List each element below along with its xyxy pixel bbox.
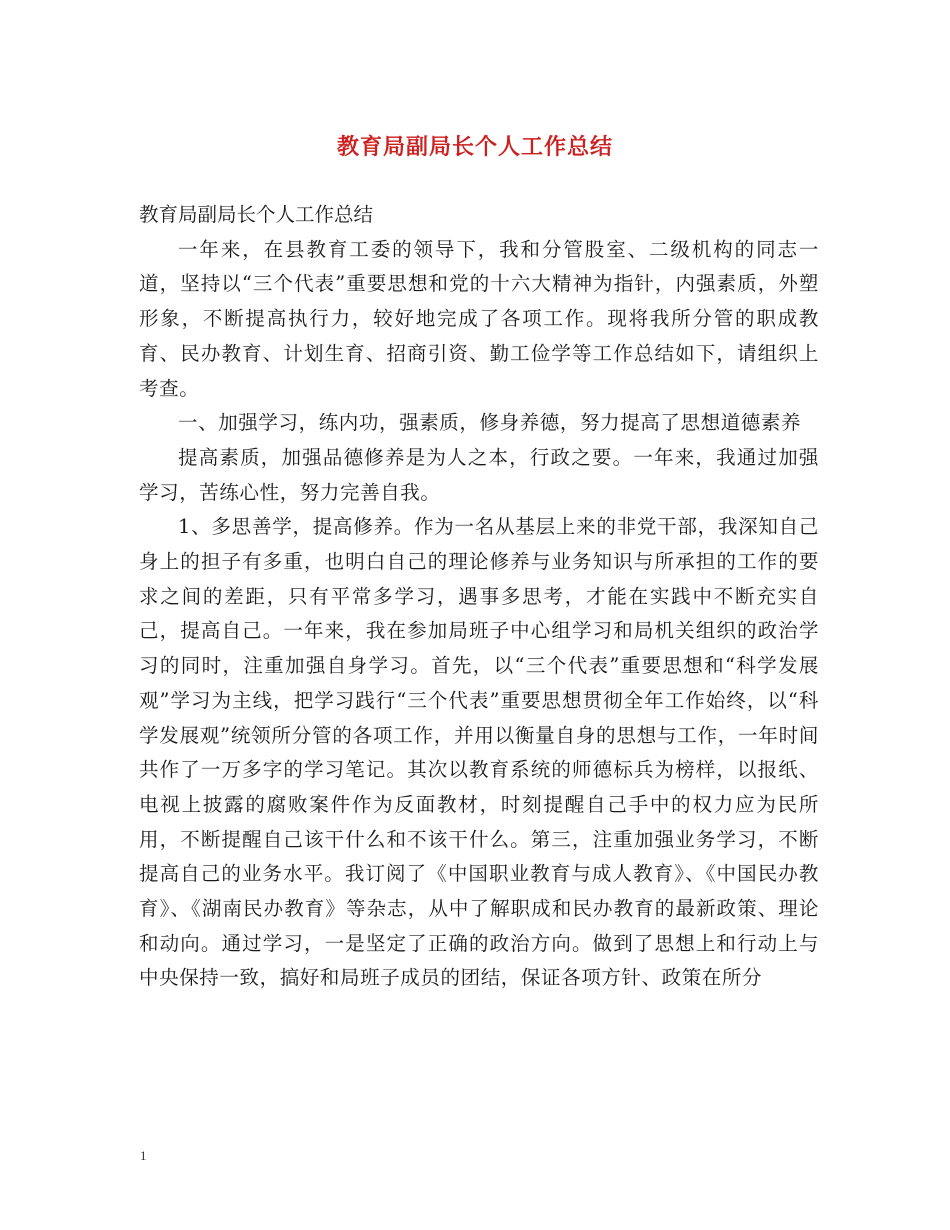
paragraph-intro: 一年来，在县教育工委的领导下，我和分管股室、二级机构的同志一道，坚持以“三个代表”重要思想和党的十六大精神为指针，内强素质，外塑形象，不断提高执行力，较好地完成了各项工作。现将我所分管的职成教育、民办教育、计划生育、招商引资、勤工俭学等工作总结如下，请组织上考查。 xyxy=(139,237,819,400)
page-title: 教育局副局长个人工作总结 xyxy=(336,134,613,160)
paragraph-section-1-intro: 提高素质，加强品德修养是为人之本，行政之要。一年来，我通过加强学习，苦练心性，努力完善自我。 xyxy=(139,445,819,504)
section-heading-1: 一、加强学习，练内功，强素质，修身养德，努力提高了思想道德素养 xyxy=(178,411,802,435)
page-number: 1 xyxy=(140,1148,147,1163)
paragraph-item-1: 1、多思善学，提高修养。作为一名从基层上来的非党干部，我深知自己身上的担子有多重，也明白自己的理论修养与业务知识与所承担的工作的要求之间的差距，只有平常多学习，遇事多思考，才能在实践中不断充实自己，提高自己。一年来，我在参加局班子中心组学习和局机关组织的政治学习的同时，注重加强自身学习。首先，以“三个代表”重要思想和“科学发展观”学习为主线，把学习践行“三个代表”重要思想贯彻全年工作始终，以“科学发展观”统领所分管的各项工作，并用以衡量自身的思想与工作，一年时间共作了一万多字的学习笔记。其次以教育系统的师德标兵为榜样，以报纸、电视上披露的腐败案件作为反面教材，时刻提醒自己手中的权力应为民所用，不断提醒自己该干什么和不该干什么。第三，注重加强业务学习，不断提高自己的业务水平。我订阅了《中国职业教育与成人教育》、《中国民办教育》、《湖南民办教育》等杂志，从中了解职成和民办教育的最新政策、理论和动向。通过学习，一是坚定了正确的政治方向。做到了思想上和行动上与中央保持一致，搞好和局班子成员的团结，保证各项方针、政策在所分 xyxy=(139,515,819,990)
document-body xyxy=(139,198,819,996)
document-subtitle: 教育局副局长个人工作总结 xyxy=(139,203,374,226)
